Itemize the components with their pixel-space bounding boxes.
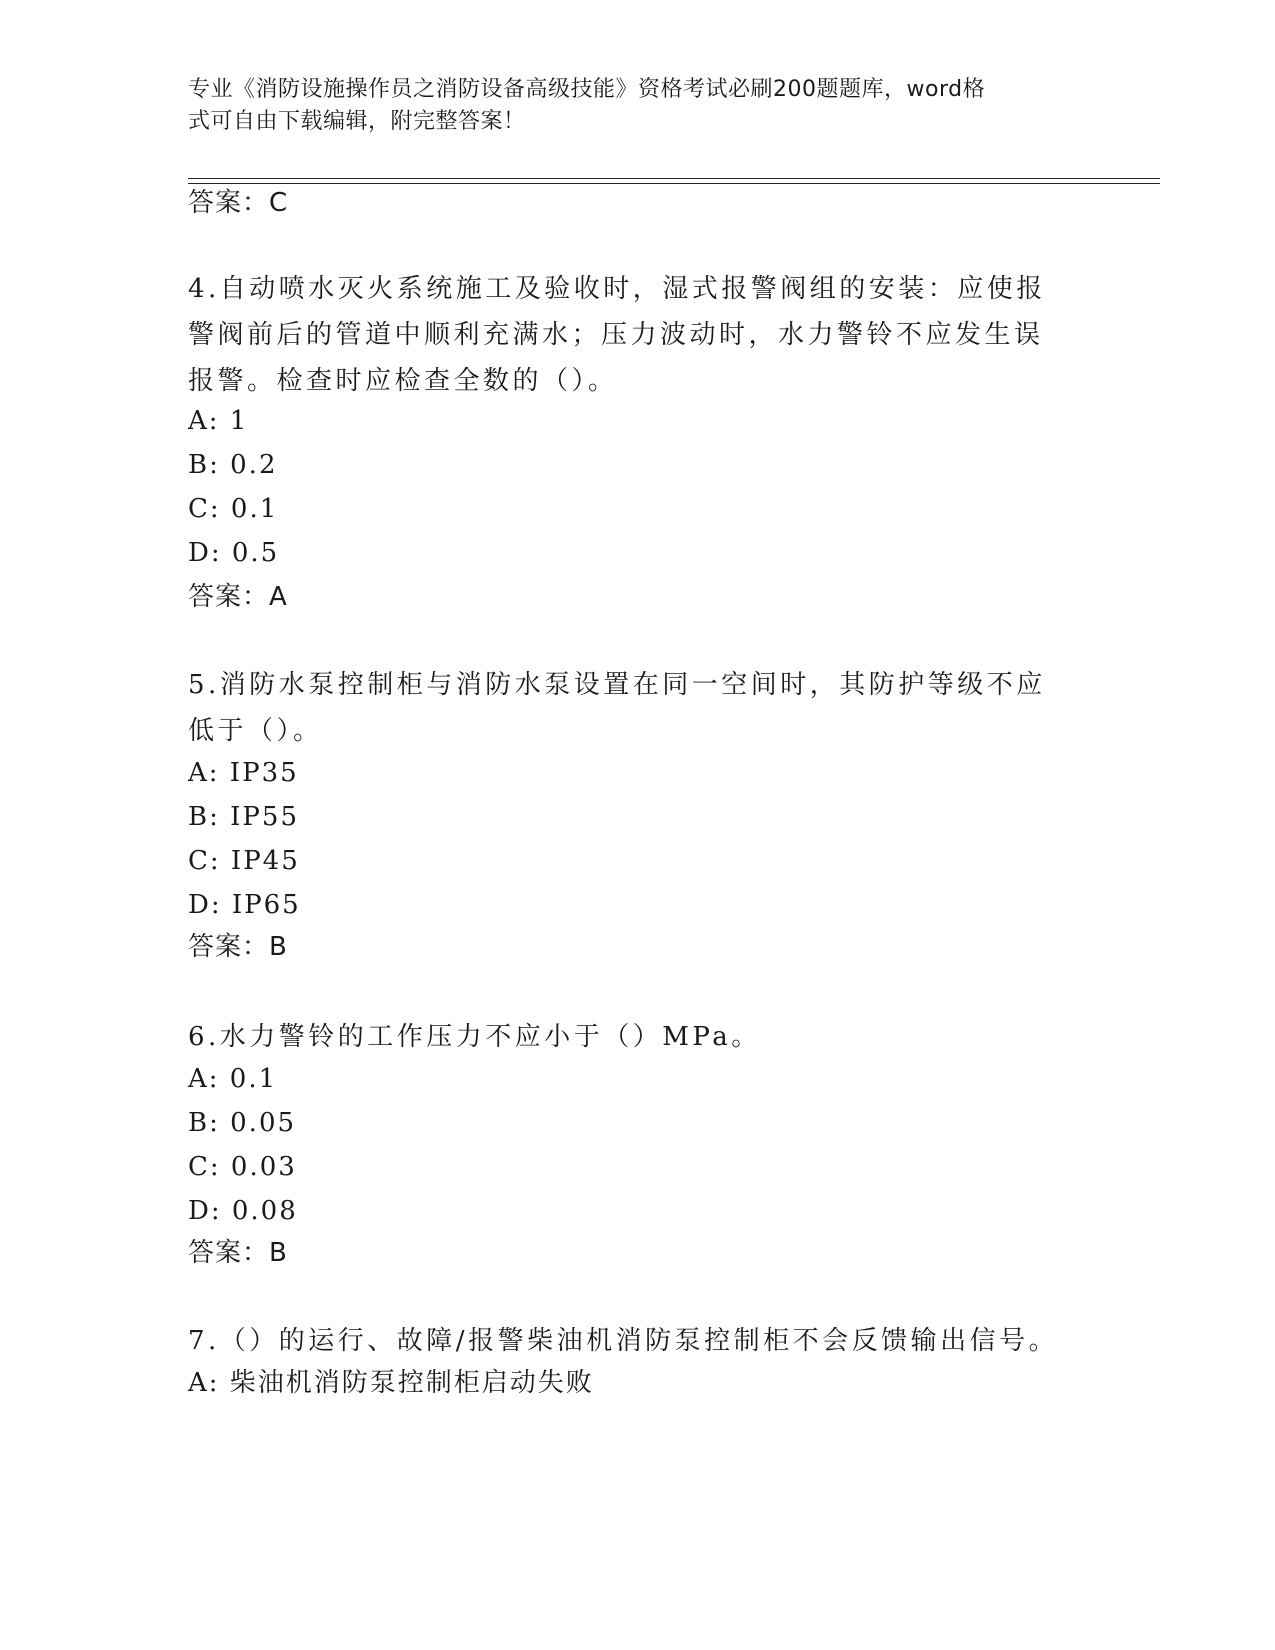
question-6-option-d: D: 0.08 [188, 1196, 298, 1226]
question-6-option-a: A: 0.1 [188, 1064, 278, 1094]
answer-q4: 答案：A [188, 582, 288, 612]
question-7-option-a: A: 柴油机消防泵控制柜启动失败 [188, 1368, 594, 1398]
question-5-option-b: B: IP55 [188, 802, 299, 832]
question-7-text: 7.（）的运行、故障/报警柴油机消防泵控制柜不会反馈输出信号。 [188, 1326, 1059, 1356]
answer-q5: 答案：B [188, 932, 288, 962]
document-header [188, 74, 1068, 138]
question-5-option-a: A: IP35 [188, 758, 299, 788]
question-4-option-c: C: 0.1 [188, 494, 279, 524]
question-4-text: 4.自动喷水灭火系统施工及验收时，湿式报警阀组的安装：应使报警阀前后的管道中顺利充满水；压力波动时，水力警铃不应发生误报警。检查时应检查全数的（）。 [188, 274, 1046, 396]
answer-q6: 答案：B [188, 1238, 288, 1268]
question-6-text: 6.水力警铃的工作压力不应小于（）MPa。 [188, 1022, 761, 1052]
question-6-option-c: C: 0.03 [188, 1152, 297, 1182]
question-6-option-b: B: 0.05 [188, 1108, 297, 1138]
header-divider-bottom [188, 183, 1160, 184]
question-4-option-d: D: 0.5 [188, 538, 280, 568]
header-line-1: 专业《消防设施操作员之消防设备高级技能》资格考试必刷200题题库，word格 [188, 77, 986, 102]
question-5-text: 5.消防水泵控制柜与消防水泵设置在同一空间时，其防护等级不应低于（）。 [188, 670, 1046, 746]
question-4-option-b: B: 0.2 [188, 450, 278, 480]
question-5-option-c: C: IP45 [188, 846, 300, 876]
question-5-option-d: D: IP65 [188, 890, 301, 920]
question-4-option-a: A: 1 [188, 406, 249, 436]
header-divider-top [188, 178, 1160, 179]
header-line-2: 式可自由下载编辑，附完整答案！ [188, 109, 526, 134]
answer-q3: 答案：C [188, 188, 289, 218]
